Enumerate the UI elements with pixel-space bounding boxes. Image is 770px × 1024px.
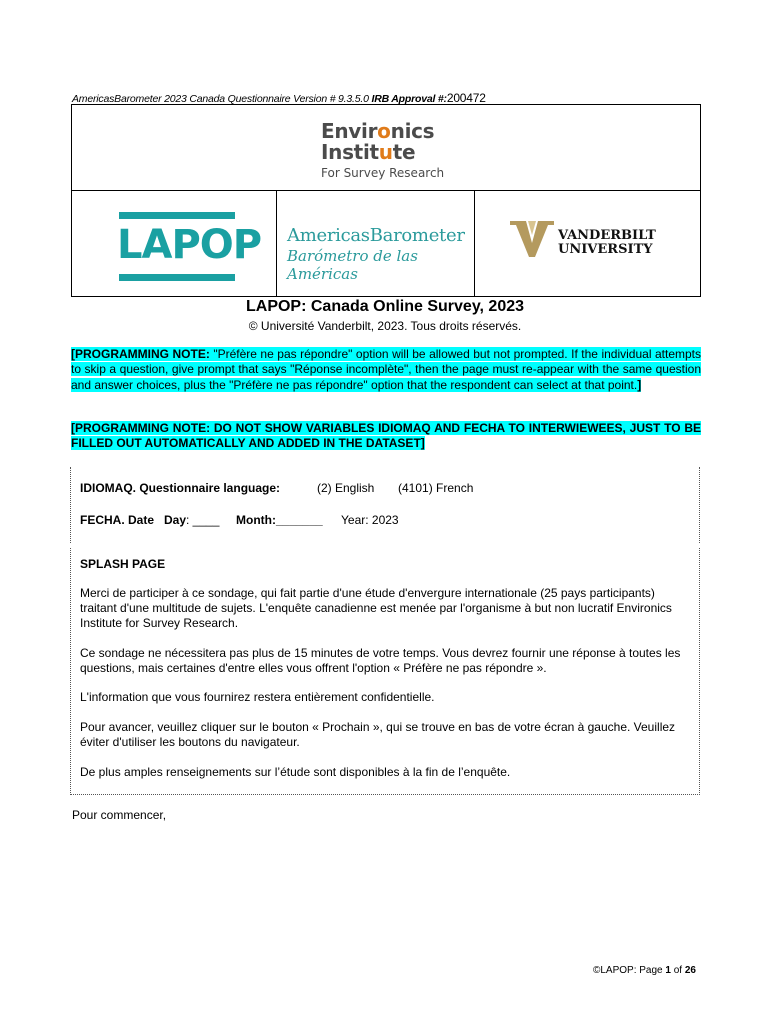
lapop-logo-cell xyxy=(72,191,277,297)
logo-table xyxy=(71,104,701,297)
vanderbilt-v-icon xyxy=(510,221,554,257)
header-version: AmericasBarometer 2023 Canada Questionnaire Version # 9.3.5.0 xyxy=(72,93,369,105)
splash-paragraph-1: Merci de participer à ce sondage, qui fait partie d'une étude d'envergure internationale (25 pays participants) traitant d'une multitude de sujets. L'enquête canadienne est menée par l'organisme à but non lucratif Environics Institute for Survey Research. xyxy=(80,586,672,631)
idiomaq-option-english: (2) English xyxy=(317,481,375,495)
splash-paragraph-4: Pour avancer, veuillez cliquer sur le bouton « Prochain », qui se trouve en bas de votre écran à gauche. Veuillez éviter d'utiliser les boutons du navigateur. xyxy=(80,720,676,750)
header-irb-number: 200472 xyxy=(446,91,486,105)
page-footer: ©LAPOP: Page 1 of 26 xyxy=(592,965,696,976)
vanderbilt-line2: UNIVERSITY xyxy=(558,242,653,257)
programming-note-1 xyxy=(71,347,701,393)
vanderbilt-logo-cell xyxy=(475,191,700,297)
logo-row-top xyxy=(72,105,700,191)
splash-paragraph-3: L'information que vous fournirez restera entièrement confidentielle. xyxy=(80,690,435,704)
fecha-label: FECHA. Date xyxy=(80,513,155,527)
copyright-line: © Université Vanderbilt, 2023. Tous droits réservés. xyxy=(248,319,522,333)
note1-close: ] xyxy=(637,377,642,392)
splash-paragraph-2: Ce sondage ne nécessitera pas plus de 15 minutes de votre temps. Vous devrez fournir une réponse à toutes les questions, mais certaines d'entre elles vous offrent l'option « Préfère ne pas répondre ». xyxy=(80,646,681,676)
idiomaq-option-french: (4101) French xyxy=(398,481,474,495)
footer-page-number: 1 xyxy=(665,965,671,976)
document-title: LAPOP: Canada Online Survey, 2023 xyxy=(245,298,525,315)
footer-page-total: 26 xyxy=(684,965,696,976)
fecha-month: Month:_______ xyxy=(236,513,323,527)
fecha-day: Day: ____ xyxy=(164,513,220,527)
document-header xyxy=(72,91,486,105)
americas-barometer-logo: AmericasBarometer Barómetro de las Américas xyxy=(287,225,465,283)
vanderbilt-line1: VANDERBILT xyxy=(558,228,656,243)
header-irb-label: IRB Approval #: xyxy=(371,93,447,105)
splash-heading: SPLASH PAGE xyxy=(80,557,166,571)
splash-paragraph-5: De plus amples renseignements sur l’étude sont disponibles à la fin de l’enquête. xyxy=(80,765,511,779)
note2-text: [PROGRAMMING NOTE: DO NOT SHOW VARIABLES IDIOMAQ AND FECHA TO INTERWIEWEES, JUST TO BE FILLED OUT AUTOMATICALLY AND ADDED IN THE DATASET] xyxy=(71,421,701,451)
note1-label: [PROGRAMMING NOTE: xyxy=(71,347,210,361)
programming-note-2 xyxy=(71,421,701,452)
idiomaq-label: IDIOMAQ. Questionnaire language: xyxy=(80,481,281,495)
note1-body: "Préfère ne pas répondre" option will be allowed but not prompted. If the individual attempts to skip a question, give prompt that says "Réponse incomplète", then the page must re-appear with the same question and answer choices, plus the "Préfère ne pas répondre" option that the respondent can select at that point. xyxy=(71,347,702,392)
variables-box xyxy=(70,467,700,543)
americas-barometer-logo-cell xyxy=(277,191,475,297)
fecha-year: Year: 2023 xyxy=(341,513,399,527)
environics-logo: Environics Institute For Survey Research xyxy=(321,119,445,180)
start-text: Pour commencer, xyxy=(72,808,167,822)
lapop-logo: LAPOP xyxy=(117,212,237,284)
